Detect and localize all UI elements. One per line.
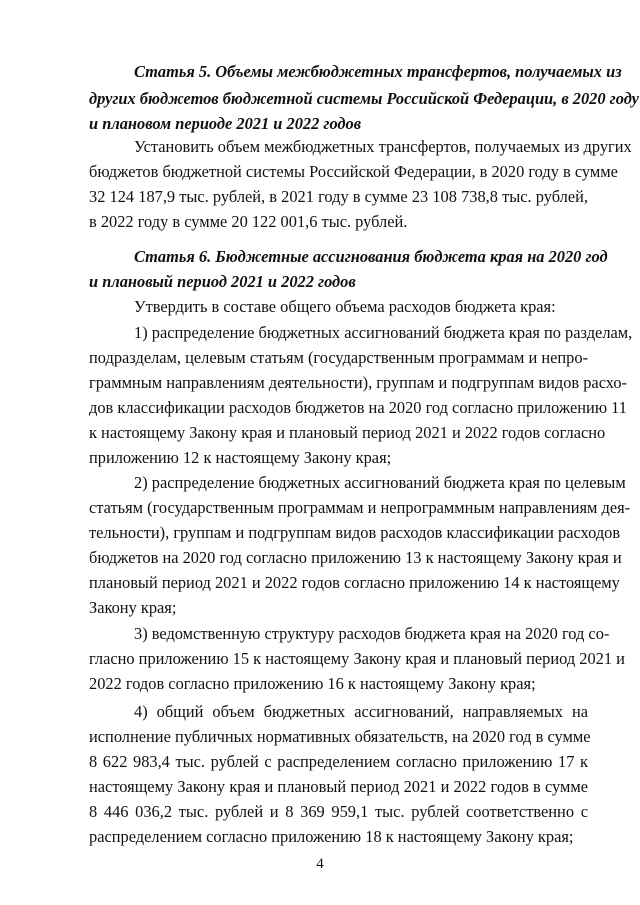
article5-heading-line: других бюджетов бюджетной системы Российской Федерации, в 2020 году: [89, 89, 639, 108]
item4-line: 8 622 983,4 тыс. рублей с распределением согласно приложению 17 к: [89, 752, 588, 771]
item1-line: граммным направлениям деятельности), группам и подгруппам видов расхо-: [89, 373, 627, 392]
article5-heading-line: Статья 5. Объемы межбюджетных трансфертов, получаемых из: [134, 62, 622, 81]
item1-line: подразделам, целевым статьям (государственным программам и непро-: [89, 348, 589, 367]
item2-line: бюджетов на 2020 год согласно приложению 13 к настоящему Закону края и: [89, 548, 622, 567]
item4-line: исполнение публичных нормативных обязательств, на 2020 год в сумме: [89, 727, 591, 746]
item1-line: к настоящему Закону края и плановый период 2021 и 2022 годов согласно: [89, 423, 606, 442]
item4-line: 8 446 036,2 тыс. рублей и 8 369 959,1 тыс. рублей соответственно с: [89, 802, 588, 821]
item3-line: 3) ведомственную структуру расходов бюджета края на 2020 год со-: [134, 624, 610, 643]
item1-line: 1) распределение бюджетных ассигнований бюджета края по разделам,: [134, 323, 633, 342]
article5-body-line: в 2022 году в сумме 20 122 001,6 тыс. рублей.: [89, 212, 408, 231]
article5-body-line: 32 124 187,9 тыс. рублей, в 2021 году в сумме 23 108 738,8 тыс. рублей,: [89, 187, 588, 206]
article6-heading-line: и плановый период 2021 и 2022 годов: [89, 272, 356, 291]
article5-body-line: Установить объем межбюджетных трансфертов, получаемых из других: [134, 137, 632, 156]
item4-line: настоящему Закону края и плановый период 2021 и 2022 годов в сумме: [89, 777, 588, 796]
article6-heading-line: Статья 6. Бюджетные ассигнования бюджета края на 2020 год: [134, 247, 608, 266]
item2-line: Закону края;: [89, 598, 177, 617]
item1-line: приложению 12 к настоящему Закону края;: [89, 448, 392, 467]
article5-heading-line: и плановом периоде 2021 и 2022 годов: [89, 114, 362, 133]
item1-line: дов классификации расходов бюджетов на 2020 год согласно приложению 11: [89, 398, 627, 417]
page-number: 4: [316, 856, 324, 872]
item2-line: плановый период 2021 и 2022 годов согласно приложению 14 к настоящему: [89, 573, 620, 592]
item3-line: 2022 годов согласно приложению 16 к настоящему Закону края;: [89, 674, 536, 693]
article5-body-line: бюджетов бюджетной системы Российской Федерации, в 2020 году в сумме: [89, 162, 618, 181]
item2-line: статьям (государственным программам и непрограммным направлениям дея-: [89, 498, 631, 517]
item4-line: 4) общий объем бюджетных ассигнований, направляемых на: [134, 702, 588, 721]
item4-line: распределением согласно приложению 18 к настоящему Закону края;: [89, 827, 574, 846]
item2-line: 2) распределение бюджетных ассигнований бюджета края по целевым: [134, 473, 626, 492]
article6-intro: Утвердить в составе общего объема расходов бюджета края:: [134, 297, 556, 316]
item2-line: тельности), группам и подгруппам видов расходов классификации расходов: [89, 523, 621, 542]
item3-line: гласно приложению 15 к настоящему Закону края и плановый период 2021 и: [89, 649, 625, 668]
